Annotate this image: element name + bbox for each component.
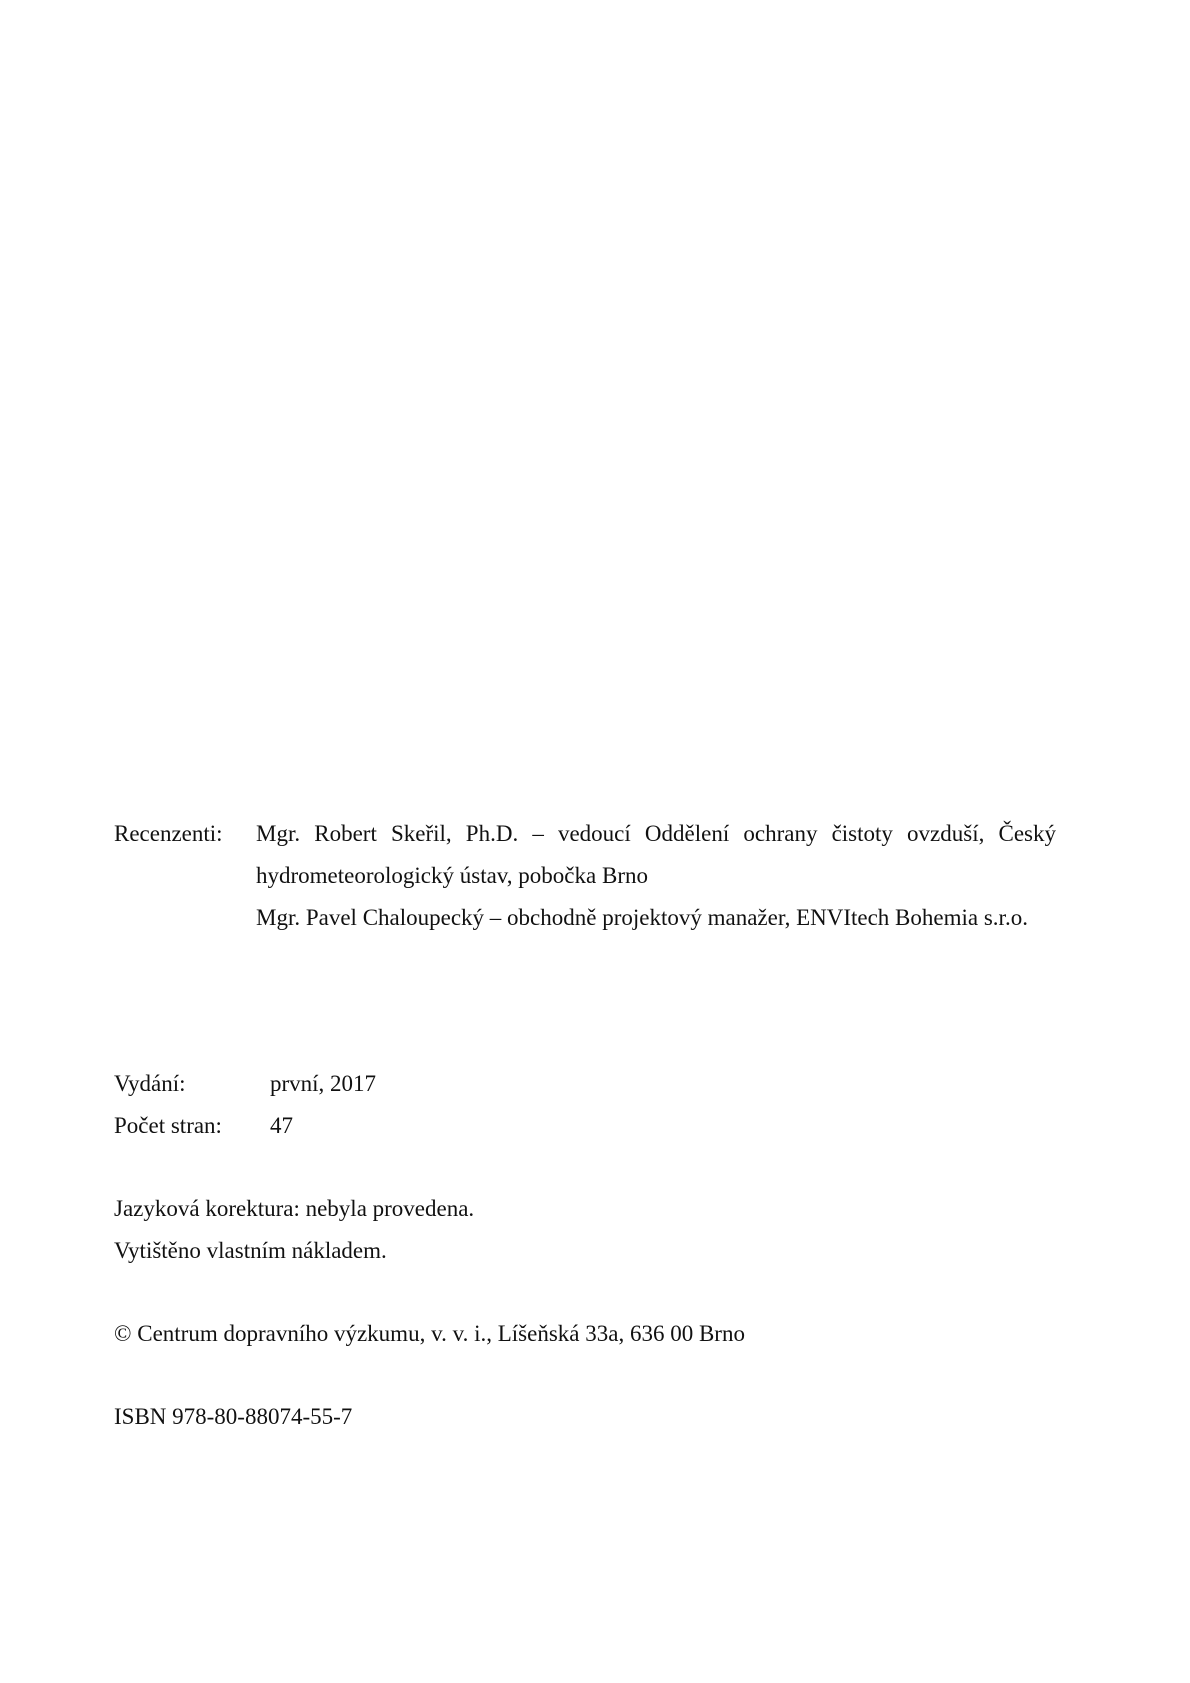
printing-note: Vytištěno vlastním nákladem. [114,1238,387,1263]
notes-section [114,1188,474,1272]
reviewers-section [114,813,1056,939]
copyright-line: © Centrum dopravního výzkumu, v. v. i., Líšeňská 33a, 636 00 Brno [114,1321,745,1346]
reviewers-list [256,813,1056,939]
reviewers-label: Recenzenti: [114,821,223,846]
proofreading-note: Jazyková korektura: nebyla provedena. [114,1196,475,1221]
edition-row [114,1063,376,1105]
reviewer-entry: Mgr. Pavel Chaloupecký – obchodně projektový manažer, ENVItech Bohemia s.r.o. [256,905,1028,930]
edition-value: první, 2017 [270,1071,377,1096]
page-count-value: 47 [270,1113,293,1138]
reviewer-entry: Mgr. Robert Skeřil, Ph.D. – vedoucí Oddělení ochrany čistoty ovzduší, Český hydrometeorologický ústav, pobočka Brno [256,821,1056,888]
publication-meta [114,1063,376,1147]
isbn-line: ISBN 978-80-88074-55-7 [114,1404,353,1429]
edition-label: Vydání: [114,1071,186,1096]
page-count-row [114,1105,376,1147]
page-count-label: Počet stran: [114,1113,222,1138]
